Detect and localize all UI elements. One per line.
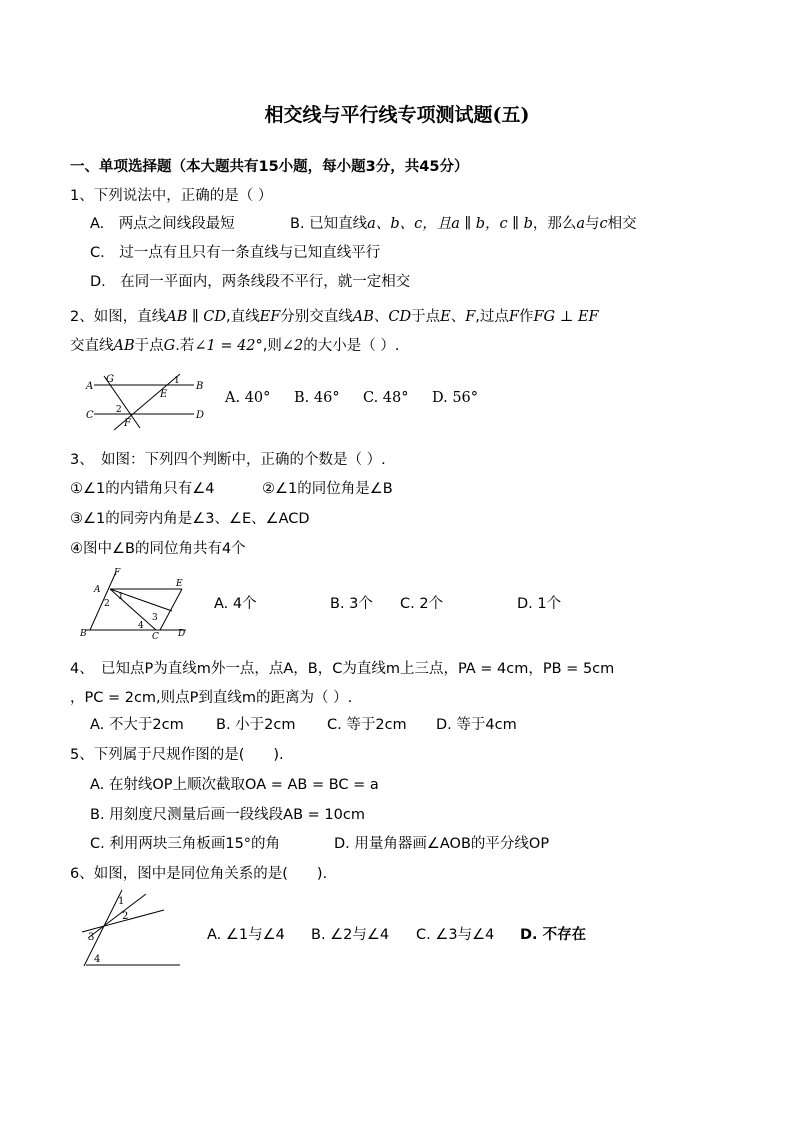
q3-option-a: A. 4个 [214, 596, 257, 612]
q6-figure [76, 888, 186, 970]
q5-option-a: A. 在射线OP上顺次截取OA = AB = BC = a [90, 777, 379, 793]
q2-fig-label-f: F [124, 418, 131, 429]
q1-option-b: B. 已知直线a、b、c，且a ∥ b，c ∥ b，那么a与c相交 [290, 216, 637, 232]
q5-option-b: B. 用刻度尺测量后画一段线段AB = 10cm [90, 807, 365, 823]
q3-statement-2: ②∠1的同位角是∠B [262, 481, 393, 497]
q6-fig-label-2: 2 [122, 911, 129, 922]
section-heading: 一、单项选择题（本大题共有15小题，每小题3分，共45分） [70, 159, 469, 175]
q1-option-a: A. 两点之间线段最短 [90, 216, 235, 232]
q3-option-d: D. 1个 [517, 596, 562, 612]
q2-fig-label-c: C [86, 410, 94, 421]
q3-fig-label-c: C [152, 632, 159, 640]
q2-fig-label-2: 2 [116, 405, 122, 415]
q3-statement-4: ④图中∠B的同位角共有4个 [70, 541, 246, 557]
q2-fig-label-a: A [86, 381, 94, 392]
q6-fig-label-3: 3 [88, 932, 95, 943]
q1-option-d: D. 在同一平面内，两条线段不平行，就一定相交 [90, 274, 411, 290]
q3-statement-3: ③∠1的同旁内角是∠3、∠E、∠ACD [70, 511, 310, 527]
q6-stem: 6、如图，图中是同位角关系的是( ). [70, 866, 328, 882]
q6-option-b: B. ∠2与∠4 [311, 927, 390, 943]
q6-option-a: A. ∠1与∠4 [207, 927, 285, 943]
q3-fig-label-e: E [176, 579, 183, 589]
q2-fig-label-1: 1 [174, 376, 180, 386]
q4-option-c: C. 等于2cm [327, 717, 407, 733]
q3-stem: 3、 如图：下列四个判断中，正确的个数是（ ）. [70, 452, 386, 468]
q4-option-b: B. 小于2cm [216, 717, 296, 733]
q3-fig-label-2: 2 [104, 599, 110, 609]
q2-fig-label-g: G [106, 374, 114, 385]
q1-option-c: C. 过一点有且只有一条直线与已知直线平行 [90, 245, 381, 261]
q3-option-c: C. 2个 [400, 596, 444, 612]
q3-fig-label-3: 3 [152, 613, 158, 623]
q4-option-d: D. 等于4cm [436, 717, 517, 733]
q2-stem-line1: 2、如图，直线AB ∥ CD,直线EF分别交直线AB、CD于点E、F,过点F作FG ⊥ EF [70, 309, 599, 325]
q1-stem: 1、下列说法中，正确的是（ ） [70, 188, 273, 204]
q4-option-a: A. 不大于2cm [90, 717, 184, 733]
q2-fig-label-b: B [196, 381, 204, 392]
q2-fig-label-e: E [160, 389, 168, 400]
q6-option-c: C. ∠3与∠4 [416, 927, 495, 943]
q2-fig-label-d: D [196, 410, 204, 421]
q6-fig-label-1: 1 [118, 896, 125, 907]
q6-fig-label-4: 4 [94, 954, 101, 965]
q3-fig-label-4: 4 [138, 621, 144, 631]
q5-stem: 5、下列属于尺规作图的是( ). [70, 747, 284, 763]
q5-option-d: D. 用量角器画∠AOB的平分线OP [334, 836, 550, 852]
q4-stem-line1: 4、 已知点P为直线m外一点，点A，B，C为直线m上三点，PA = 4cm，PB = 5cm [70, 661, 615, 677]
q5-option-c: C. 利用两块三角板画15°的角 [90, 836, 281, 852]
q3-fig-label-b: B [80, 629, 87, 639]
q3-fig-label-a: A [94, 585, 101, 595]
q2-figure [84, 368, 204, 434]
q6-option-d: D. 不存在 [520, 927, 587, 943]
q2-option-a: A. 40° [225, 390, 271, 406]
q3-fig-label-1: 1 [118, 592, 124, 602]
q4-stem-line2: ，PC = 2cm,则点P到直线m的距离为（ ）. [70, 690, 353, 706]
page-title: 相交线与平行线专项测试题(五) [264, 104, 530, 126]
q2-option-d: D. 56° [432, 390, 479, 406]
q2-stem-line2: 交直线AB于点G.若∠1 = 42°,则∠2的大小是（ ）. [70, 338, 400, 354]
q3-figure [78, 566, 194, 640]
q3-fig-label-f: F [114, 568, 121, 578]
q3-fig-label-d: D [178, 629, 186, 639]
q3-option-b: B. 3个 [330, 596, 373, 612]
q2-option-c: C. 48° [363, 390, 409, 406]
q2-option-b: B. 46° [294, 390, 340, 406]
q3-statement-1: ①∠1的内错角只有∠4 [70, 481, 215, 497]
